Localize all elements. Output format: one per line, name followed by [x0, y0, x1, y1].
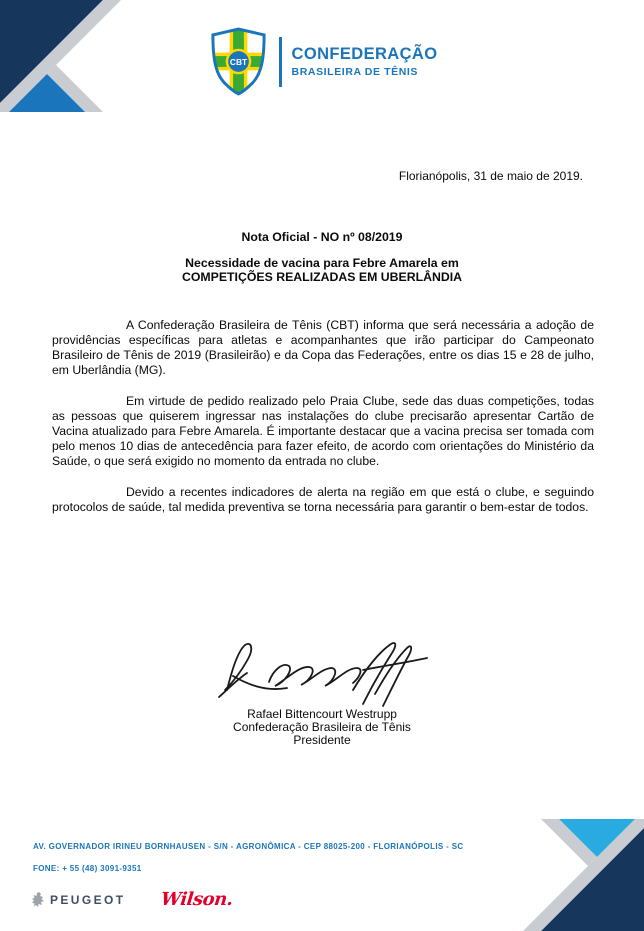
peugeot-wordmark: PEUGEOT	[50, 892, 126, 907]
cbt-shield-icon	[207, 27, 270, 96]
paragraph-1: A Confederação Brasileira de Tênis (CBT) informa que será necessária a adoção de providências específicas para atletas e acompanhantes que irão participar do Campeonato Brasileiro de Tênis de 2019 (Brasileirão) e da Copa das Federações, entre os dias 15 e 28 de julho, em Uberlândia (MG).	[52, 318, 594, 377]
letter-body	[52, 318, 594, 531]
phone-line: FONE: + 55 (48) 3091-9351	[33, 864, 142, 873]
corner-decoration-bottom-right	[519, 818, 644, 931]
sponsor-logos	[31, 889, 233, 910]
org-name-line1: CONFEDERAÇÃO	[291, 45, 438, 63]
logo-separator	[279, 37, 282, 87]
date-line: Florianópolis, 31 de maio de 2019.	[398, 169, 583, 183]
letter-title: Nota Oficial - NO nº 08/2019	[241, 230, 403, 244]
signatory-org: Confederação Brasileira de Tênis	[233, 720, 411, 734]
address-line: AV. GOVERNADOR IRINEU BORNHAUSEN - S/N - AGRONÔMICA - CEP 88025-200 - FLORIANÓPOLIS - SC	[33, 842, 464, 851]
peugeot-logo	[31, 892, 125, 908]
signatory-name: Rafael Bittencourt Westrupp	[247, 707, 397, 721]
handwritten-signature	[213, 640, 445, 708]
wilson-wordmark: Wilson.	[160, 889, 235, 910]
letter-subtitle	[0, 257, 644, 284]
footer-address	[33, 836, 464, 880]
subtitle-line1: Necessidade de vacina para Febre Amarela em	[185, 256, 459, 270]
subtitle-line2: COMPETIÇÕES REALIZADAS EM UBERLÂNDIA	[181, 269, 463, 284]
cbt-logo	[0, 27, 644, 96]
paragraph-3: Devido a recentes indicadores de alerta na região em que está o clube, e seguindo protocolos de saúde, tal medida preventiva se torna necessária para garantir o bem-estar de todos.	[52, 485, 594, 514]
org-name-line2: BRASILEIRA DE TÊNIS	[291, 66, 419, 78]
cbt-acronym: CBT	[229, 56, 247, 67]
org-name-block	[292, 45, 438, 78]
paragraph-2: Em virtude de pedido realizado pelo Praia Clube, sede das duas competições, todas as pessoas que quiserem ingressar nas instalações do clube precisarão apresentar Cartão de Vacina atualizado para Febre Amarela. É importante destacar que a vacina precisa ser tomada com pelo menos 10 dias de antecedência para fazer efeito, de acordo com orientações do Ministério da Saúde, o que será exigido no momento da entrada no clube.	[52, 394, 594, 468]
peugeot-lion-icon	[31, 892, 45, 908]
signature-block	[0, 640, 644, 747]
signatory-role: Presidente	[293, 733, 351, 747]
